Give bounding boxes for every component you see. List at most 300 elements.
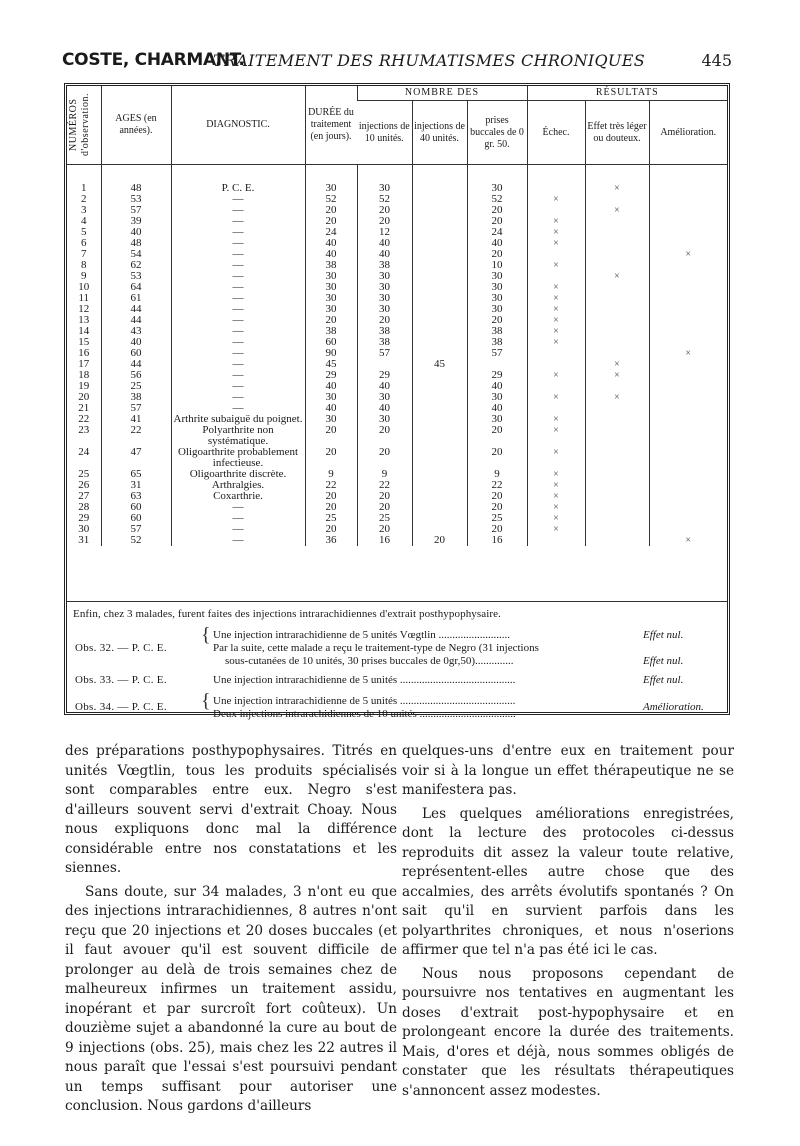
cell-effet: × [585,271,649,282]
cell-echec [527,535,585,546]
cell-i40 [412,425,467,447]
cell-effet: × [585,205,649,216]
cell-effet [585,304,649,315]
cell-n: 5 [81,226,87,238]
cell-diag: Coxarthrie. [171,491,305,502]
cell-i40 [412,205,467,216]
cell-n: 8 [81,259,87,271]
cell-i10: 40 [357,381,412,392]
cell-duree: 40 [305,238,357,249]
cell-amel [649,304,727,315]
cell-i10: 20 [357,502,412,513]
cell-echec [527,381,585,392]
table-row [67,227,727,238]
cell-i10: 20 [357,315,412,326]
cell-i10: 12 [357,227,412,238]
table-notes [67,601,727,721]
obs-32-line2: Par la suite, cette malade a reçu le traitement-type de Negro (31 injections [213,642,539,654]
cell-i40 [412,491,467,502]
cell-age: 62 [101,260,171,271]
cell-amel: × [649,348,727,359]
cell-effet [585,293,649,304]
cell-echec: × [527,480,585,491]
cell-amel [649,447,727,469]
cell-age: 48 [101,165,171,195]
cell-echec: × [527,260,585,271]
cell-effet [585,502,649,513]
cell-i10: 52 [357,194,412,205]
paragraph: Sans doute, sur 34 malades, 3 n'ont eu que des injections intrarachidiennes, 8 autres n'ont reçu que 20 injections et 20 doses buccales (et il faut avouer qu'il est souvent difficile de prolonger au delà de trois semaines chez de malheureux infirmes un traitement assidu, inopérant et par surcroît fort coûteux). Un douzième sujet a abandonné la cure au bout de 9 injections (obs. 25), mais chez les 22 autres il nous paraît que l'essai s'est poursuivi pendant un temps suffisant pour autoriser une conclusion. Nous gardons d'ailleurs [65,883,397,1114]
cell-echec: × [527,304,585,315]
cell-n: 15 [78,336,90,348]
cell-echec: × [527,315,585,326]
cell-i40 [412,282,467,293]
col-duree-header: DURÉE du traitement (en jours). [305,86,357,165]
table-row [67,194,727,205]
cell-n: 3 [81,204,87,216]
cell-duree: 20 [305,447,357,469]
cell-effet [585,513,649,524]
cell-age: 48 [101,238,171,249]
cell-pb: 38 [467,326,527,337]
cell-diag: — [171,315,305,326]
cell-age: 39 [101,216,171,227]
cell-duree: 38 [305,260,357,271]
table-row [67,502,727,513]
cell-age: 52 [101,535,171,546]
cell-amel [649,480,727,491]
cell-i40 [412,370,467,381]
cell-diag: — [171,337,305,348]
cell-echec: × [527,238,585,249]
cell-duree: 30 [305,282,357,293]
cell-age: 64 [101,282,171,293]
table-row [67,304,727,315]
cell-echec [527,249,585,260]
cell-i10: 30 [357,271,412,282]
cell-amel [649,165,727,195]
cell-echec: × [527,513,585,524]
table-row [67,359,727,370]
cell-pb: 40 [467,238,527,249]
cell-i10: 30 [357,304,412,315]
cell-effet [585,348,649,359]
cell-age: 57 [101,403,171,414]
cell-i10: 20 [357,425,412,447]
cell-duree: 90 [305,348,357,359]
table-row [67,337,727,348]
cell-effet [585,326,649,337]
cell-i40 [412,392,467,403]
cell-age: 44 [101,315,171,326]
cell-i40 [412,381,467,392]
cell-i10: 30 [357,392,412,403]
cell-duree: 20 [305,425,357,447]
cell-i40 [412,260,467,271]
cell-i10: 40 [357,249,412,260]
cell-n: 24 [78,446,90,458]
table-row [67,381,727,392]
cell-i40 [412,271,467,282]
cell-n: 23 [78,424,90,436]
table-row [67,249,727,260]
cell-n: 7 [81,248,87,260]
cell-diag: — [171,282,305,293]
cell-amel [649,502,727,513]
cell-i40 [412,249,467,260]
cell-echec: × [527,491,585,502]
obs-32 [67,624,727,668]
cell-amel [649,315,727,326]
table-frame [64,83,730,720]
brace: { [201,690,211,712]
cell-duree: 30 [305,165,357,195]
cell-n: 14 [78,325,90,337]
cell-diag: — [171,293,305,304]
cell-echec: × [527,227,585,238]
cell-amel [649,403,727,414]
table-row [67,205,727,216]
cell-age: 41 [101,414,171,425]
cell-echec [527,165,585,195]
cell-effet [585,535,649,546]
cell-i40 [412,469,467,480]
cell-diag: Oligoarthrite probablement infectieuse. [171,447,305,469]
cell-i40 [412,480,467,491]
cell-n: 19 [78,380,90,392]
cell-amel [649,282,727,293]
cell-n: 1 [81,182,87,194]
cell-echec: × [527,447,585,469]
cell-amel [649,513,727,524]
cell-echec: × [527,370,585,381]
cell-duree: 22 [305,480,357,491]
brace: { [201,624,211,646]
obs-33-result: Effet nul. [643,674,684,686]
cell-effet [585,403,649,414]
col-amelioration-header: Amélioration. [649,101,727,165]
cell-pb: 29 [467,370,527,381]
cell-effet: × [585,392,649,403]
cell-i40 [412,414,467,425]
cell-diag: — [171,403,305,414]
obs-34-line1: Une injection intrarachidienne de 5 unités .......................................... [213,695,516,707]
table-row [67,447,727,469]
table-row [67,469,727,480]
cell-i10: 30 [357,414,412,425]
cell-diag: — [171,348,305,359]
cell-echec [527,359,585,370]
cell-effet: × [585,165,649,195]
cell-effet [585,337,649,348]
cell-diag: Polyarthrite non systématique. [171,425,305,447]
cell-effet [585,216,649,227]
cell-i40: 45 [412,359,467,370]
table-row [67,282,727,293]
table-row [67,535,727,546]
table-row [67,348,727,359]
cell-n: 17 [78,358,90,370]
cell-i10: 57 [357,348,412,359]
cell-i10: 29 [357,370,412,381]
table-row [67,491,727,502]
cell-echec: × [527,425,585,447]
cell-n: 12 [78,303,90,315]
cell-age: 43 [101,326,171,337]
cell-effet [585,491,649,502]
cell-n: 28 [78,501,90,513]
cell-echec [527,271,585,282]
cell-diag: — [171,205,305,216]
cell-echec: × [527,524,585,535]
cell-diag: — [171,381,305,392]
cell-age: 57 [101,524,171,535]
cell-duree: 60 [305,337,357,348]
cell-i10: 38 [357,326,412,337]
table-row [67,524,727,535]
table-row [67,315,727,326]
obs-32-result1: Effet nul. [643,629,684,641]
body-column-left [65,742,397,1121]
cell-pb: 30 [467,165,527,195]
cell-duree: 24 [305,227,357,238]
cell-n: 26 [78,479,90,491]
cell-amel: × [649,535,727,546]
cell-pb: 38 [467,337,527,348]
cell-duree: 20 [305,216,357,227]
cell-n: 6 [81,237,87,249]
cell-duree: 36 [305,535,357,546]
cell-duree: 30 [305,392,357,403]
cell-effet [585,447,649,469]
body-column-right [402,742,734,1105]
cell-i10: 22 [357,480,412,491]
cell-age: 44 [101,304,171,315]
cell-diag: — [171,271,305,282]
obs-32-result2: Effet nul. [643,655,684,667]
cell-effet: × [585,359,649,370]
cell-diag: — [171,194,305,205]
cell-duree: 38 [305,326,357,337]
cell-diag: — [171,502,305,513]
table-body [67,165,727,547]
cell-effet [585,469,649,480]
cell-diag: — [171,370,305,381]
cell-duree: 20 [305,524,357,535]
col-injections10-header: injections de 10 unités. [357,101,412,165]
cell-age: 57 [101,205,171,216]
cell-age: 60 [101,502,171,513]
page-number: 445 [701,51,732,70]
cell-pb: 25 [467,513,527,524]
col-diagnostic-header: DIAGNOSTIC. [171,86,305,165]
cell-n: 30 [78,523,90,535]
cell-pb: 30 [467,271,527,282]
cell-age: 61 [101,293,171,304]
cell-amel [649,205,727,216]
cell-effet [585,227,649,238]
cell-pb: 20 [467,491,527,502]
cell-amel [649,238,727,249]
cell-diag: Oligoarthrite discrète. [171,469,305,480]
cell-duree: 20 [305,502,357,513]
cell-age: 65 [101,469,171,480]
cell-age: 53 [101,194,171,205]
cell-i40: 20 [412,535,467,546]
cell-echec [527,348,585,359]
cell-pb: 30 [467,392,527,403]
cell-n: 27 [78,490,90,502]
cell-effet [585,238,649,249]
cell-duree: 20 [305,315,357,326]
cell-i10: 30 [357,165,412,195]
obs-32-label: Obs. 32. — P. C. E. [75,642,167,654]
cell-echec: × [527,194,585,205]
obs-34-label: Obs. 34. — P. C. E. [75,701,167,713]
cell-i40 [412,238,467,249]
cell-amel [649,359,727,370]
cell-age: 53 [101,271,171,282]
cell-age: 60 [101,513,171,524]
cell-i10: 20 [357,447,412,469]
cell-diag: — [171,326,305,337]
cell-echec [527,403,585,414]
cell-i10: 20 [357,216,412,227]
cell-echec [527,205,585,216]
table-row [67,513,727,524]
cell-i40 [412,165,467,195]
cell-echec: × [527,469,585,480]
table-row [67,480,727,491]
cell-i10: 30 [357,282,412,293]
cell-pb: 9 [467,469,527,480]
table-row [67,414,727,425]
cell-age: 56 [101,370,171,381]
paragraph: Nous nous proposons cependant de poursuivre nos tentatives en augmentant les doses d'extrait post-hypophysaire et en prolongeant encore la durée des traitements. Mais, d'ores et déjà, nous sommes obligés de constater que les résultats thérapeutiques s'annoncent assez modestes. [402,965,734,1099]
cell-pb: 30 [467,293,527,304]
cell-echec: × [527,293,585,304]
cell-echec: × [527,337,585,348]
cell-n: 13 [78,314,90,326]
cell-duree: 29 [305,370,357,381]
cell-age: 60 [101,348,171,359]
cell-amel [649,491,727,502]
cell-n: 10 [78,281,90,293]
cell-echec: × [527,502,585,513]
cell-age: 63 [101,491,171,502]
cell-diag: — [171,535,305,546]
cell-n: 4 [81,215,87,227]
obs-34-line2: Deux injections intrarachidiennes de 10 unités ................................... [213,708,516,720]
cell-age: 38 [101,392,171,403]
cell-amel [649,337,727,348]
cell-effet: × [585,370,649,381]
table-row [67,271,727,282]
cell-pb: 20 [467,425,527,447]
cell-n: 31 [78,534,90,546]
cell-diag: — [171,238,305,249]
cell-i40 [412,293,467,304]
cell-duree: 30 [305,304,357,315]
cell-pb: 22 [467,480,527,491]
cell-amel [649,425,727,447]
cell-effet [585,425,649,447]
cell-pb: 30 [467,414,527,425]
cell-echec: × [527,216,585,227]
cell-pb: 16 [467,535,527,546]
cell-duree: 45 [305,359,357,370]
cell-diag: P. C. E. [171,165,305,195]
cell-i40 [412,326,467,337]
cell-i40 [412,403,467,414]
cell-amel [649,260,727,271]
cell-effet [585,381,649,392]
cell-echec: × [527,414,585,425]
cell-diag: — [171,216,305,227]
cell-amel [649,326,727,337]
col-prises-header: prises buccales de 0 gr. 50. [467,101,527,165]
paragraph: Les quelques améliorations enregistrées, dont la lecture des protocoles ci-dessus reproduits dit assez la valeur toute relative, représentent-elles autre chose que des accalmies, des arrêts évolutifs spontanés ? On sait qu'il en survient parfois dans les polyarthrites chroniques, et nous n'oserions affirmer que tel n'a pas été ici le cas. [402,805,734,958]
table-row [67,238,727,249]
cell-pb: 24 [467,227,527,238]
cell-pb: 40 [467,381,527,392]
table-row [67,392,727,403]
cell-duree: 30 [305,414,357,425]
cell-n: 25 [78,468,90,480]
col-effet-header: Effet très léger ou douteux. [585,101,649,165]
col-injections40-header: injections de 40 unités. [412,101,467,165]
cell-pb: 20 [467,205,527,216]
cell-n: 9 [81,270,87,282]
cell-i10: 40 [357,403,412,414]
table-row [67,165,727,195]
cell-diag: — [171,304,305,315]
cell-age: 44 [101,359,171,370]
cell-n: 29 [78,512,90,524]
obs-34 [67,690,727,721]
cell-i10: 20 [357,205,412,216]
cell-n: 20 [78,391,90,403]
cell-diag: — [171,227,305,238]
cell-echec: × [527,326,585,337]
cell-i40 [412,194,467,205]
observations-table [67,86,727,546]
cell-i40 [412,227,467,238]
cell-i40 [412,513,467,524]
obs-34-result: Amélioration. [643,701,704,713]
table-row [67,260,727,271]
cell-pb: 20 [467,524,527,535]
cell-pb: 20 [467,249,527,260]
cell-duree: 40 [305,381,357,392]
cell-diag: Arthralgies. [171,480,305,491]
cell-pb: 10 [467,260,527,271]
cell-i10: 9 [357,469,412,480]
cell-pb: 57 [467,348,527,359]
group-nombre-header: NOMBRE DES [357,86,527,101]
cell-effet [585,315,649,326]
cell-i10: 38 [357,260,412,271]
cell-n: 11 [78,292,90,304]
cell-pb: 30 [467,304,527,315]
cell-duree: 20 [305,491,357,502]
cell-effet [585,414,649,425]
cell-pb: 30 [467,282,527,293]
table-row [67,326,727,337]
cell-i40 [412,502,467,513]
cell-diag: Arthrite subaiguë du poignet. [171,414,305,425]
obs-33-line1: Une injection intrarachidienne de 5 unités .......................................... [213,674,516,686]
